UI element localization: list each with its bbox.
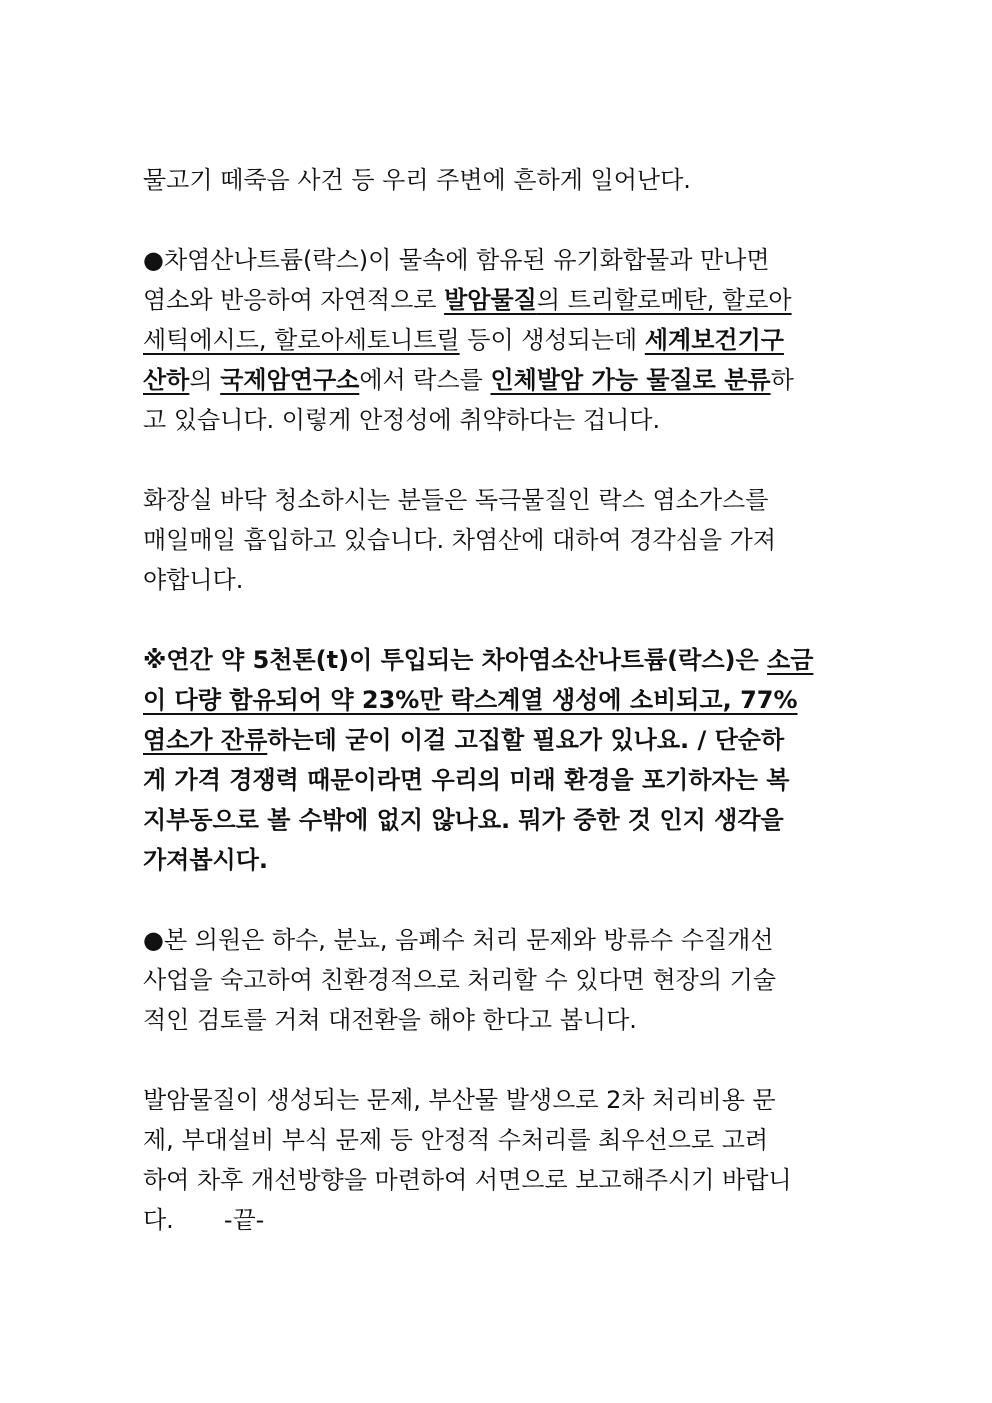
text-line — [143, 1200, 853, 1240]
text-line — [143, 840, 853, 880]
text-line — [143, 520, 853, 560]
highlight-iarc: 국제암연구소 — [220, 366, 360, 394]
text-run: 다. — [143, 1206, 174, 1234]
text-line — [143, 1000, 853, 1040]
text-run: 야합니다. — [143, 566, 244, 594]
paragraph-4 — [143, 640, 853, 880]
text-run: 하여 차후 개선방향을 마련하여 서면으로 보고해주시기 바랍니 — [143, 1166, 792, 1194]
underlined-text: 소금 — [767, 646, 814, 674]
underlined-text: 의 트리할로메탄, 할로아 — [536, 286, 792, 314]
text-line — [143, 960, 853, 1000]
text-run: 제, 부대설비 부식 문제 등 안정적 수처리를 최우선으로 고려 — [143, 1126, 769, 1154]
text-line — [143, 680, 853, 720]
text-line — [143, 640, 853, 680]
highlight-who: 세계보건기구 — [644, 326, 784, 354]
text-run: 지부동으로 볼 수밖에 없지 않나요. 뭐가 중한 것 인지 생각을 — [143, 806, 784, 834]
underlined-text: 염소가 잔류 — [143, 726, 268, 754]
paragraph-2 — [143, 240, 853, 440]
text-line — [143, 1160, 853, 1200]
text-line — [143, 360, 853, 400]
text-line — [143, 400, 853, 440]
text-run: 고 있습니다. 이렇게 안정성에 취약하다는 겁니다. — [143, 406, 661, 434]
text-line — [143, 800, 853, 840]
text-run: 의 — [189, 366, 221, 394]
highlight-under: 산하 — [143, 366, 190, 394]
text-line — [143, 760, 853, 800]
text-run: 사업을 숙고하여 친환경적으로 처리할 수 있다면 현장의 기술 — [143, 966, 777, 994]
text-run: 하는데 굳이 이걸 고집할 필요가 있나요. / 단순하 — [267, 726, 785, 754]
text-line — [143, 280, 853, 320]
text-run: 에서 락스를 — [359, 366, 491, 394]
text-run: 물고기 떼죽음 사건 등 우리 주변에 흔하게 일어난다. — [143, 166, 691, 194]
text-line — [143, 480, 853, 520]
text-run: 가져봅시다. — [143, 846, 269, 874]
text-run: 화장실 바닥 청소하시는 분들은 독극물질인 락스 염소가스를 — [143, 486, 769, 514]
text-run: 하 — [770, 366, 794, 394]
text-line — [143, 1080, 853, 1120]
paragraph-5 — [143, 920, 853, 1040]
text-line — [143, 920, 853, 960]
text-line — [143, 720, 853, 760]
paragraph-6 — [143, 1080, 853, 1240]
text-run: ●차염산나트륨(락스)이 물속에 함유된 유기화합물과 만나면 — [143, 246, 770, 274]
text-run: 게 가격 경쟁력 때문이라면 우리의 미래 환경을 포기하자는 복 — [143, 766, 790, 794]
text-run: 매일매일 흡입하고 있습니다. 차염산에 대하여 경각심을 가져 — [143, 526, 777, 554]
paragraph-3 — [143, 480, 853, 600]
end-mark: -끝- — [223, 1206, 265, 1234]
text-run: ●본 의원은 하수, 분뇨, 음폐수 처리 문제와 방류수 수질개선 — [143, 926, 774, 954]
underlined-text: 이 다량 함유되어 약 23%만 락스계열 생성에 소비되고, 77% — [143, 686, 798, 714]
text-line — [143, 560, 853, 600]
text-run: 염소와 반응하여 자연적으로 — [143, 286, 445, 314]
text-line — [143, 240, 853, 280]
text-line — [143, 160, 853, 200]
highlight-classification: 인체발암 가능 물질로 분류 — [490, 366, 771, 394]
text-run: 발암물질이 생성되는 문제, 부산물 발생으로 2차 처리비용 문 — [143, 1086, 776, 1114]
text-run: ※연간 약 5천톤(t)이 투입되는 차아염소산나트륨(락스)은 — [143, 646, 768, 674]
highlight-carcinogen: 발암물질 — [444, 286, 537, 314]
text-run: 적인 검토를 거쳐 대전환을 해야 한다고 봅니다. — [143, 1006, 637, 1034]
paragraph-1 — [143, 160, 853, 200]
text-run: 등이 생성되는데 — [459, 326, 645, 354]
text-line — [143, 320, 853, 360]
document-body — [143, 160, 853, 1280]
text-line — [143, 1120, 853, 1160]
underlined-text: 세틱에시드, 할로아세토니트릴 — [143, 326, 460, 354]
